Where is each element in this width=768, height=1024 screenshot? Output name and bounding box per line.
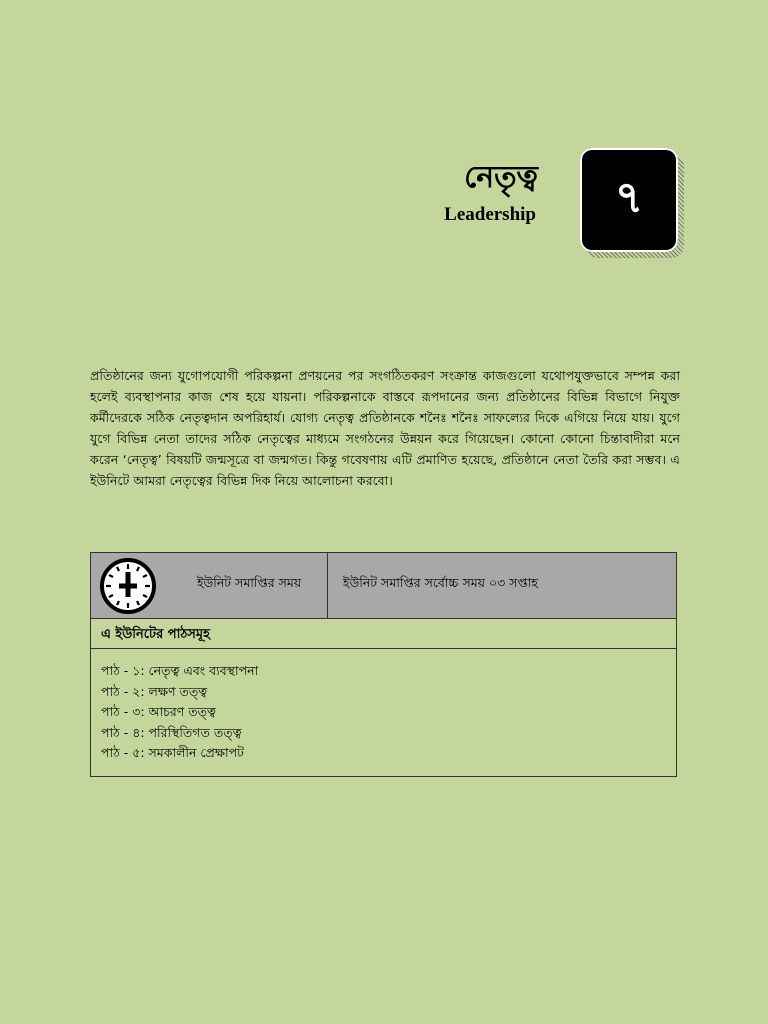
intro-paragraph: প্রতিষ্ঠানের জন্য যুগোপযোগী পরিকল্পনা প্রণয়নের পর সংগঠিতকরণ সংক্রান্ত কাজগুলো যথোপযুক্তভাবে সম্পন্ন করা হলেই ব্যবস্থাপনার কাজ শেষ হয়ে যায়না। পরিকল্পনাকে বাস্তবে রূপদানের জন্য প্রতিষ্ঠানের বিভিন্ন বিভাগে নিযুক্ত কর্মীদেরকে সঠিক নেতৃত্বদান অপরিহার্য। যোগ্য নেতৃত্ব প্রতিষ্ঠানকে শনৈঃ শনৈঃ সাফল্যের দিকে এগিয়ে নিয়ে যায়। যুগে যুগে বিভিন্ন নেতা তাদের সঠিক নেতৃত্বের মাধ্যমে সংগঠনের উন্নয়ন করে গিয়েছেন। কোনো কোনো চিন্তাবাদীরা মনে করেন ‘নেতৃত্ব’ বিষয়টি জন্মসূত্রে বা জন্মগত। কিন্তু গবেষণায় এটি প্রমাণিত হয়েছে, প্রতিষ্ঠানে নেতা তৈরি করা সম্ভব। এ ইউনিটে আমরা নেতৃত্বের বিভিন্ন দিক নিয়ে আলোচনা করবো। bbox=[90, 367, 680, 488]
lesson-item: পাঠ - ২: লক্ষণ তত্ত্ব bbox=[101, 683, 208, 699]
duration-value: ইউনিট সমাপ্তির সর্বোচ্চ সময় ০৩ সপ্তাহ bbox=[343, 575, 538, 590]
lessons-heading-row bbox=[91, 619, 676, 649]
chapter-number: ৭ bbox=[580, 148, 678, 252]
lesson-item: পাঠ - ১: নেতৃত্ব এবং ব্যবস্থাপনা bbox=[101, 663, 259, 678]
chapter-number-badge bbox=[580, 148, 686, 260]
duration-label: ইউনিট সমাপ্তির সময় bbox=[197, 575, 302, 590]
unit-duration-row bbox=[91, 553, 676, 619]
lesson-item: পাঠ - ৩: আচরণ তত্ত্ব bbox=[101, 704, 216, 719]
chapter-title-en: Leadership bbox=[444, 204, 536, 225]
chapter-title-bn: নেতৃত্ব bbox=[464, 160, 538, 195]
column-divider bbox=[327, 553, 328, 618]
unit-info-box bbox=[90, 552, 677, 777]
lesson-list bbox=[101, 661, 258, 764]
lesson-item: পাঠ - ৪: পরিস্থিতিগত তত্ত্ব bbox=[101, 724, 242, 740]
lesson-item: পাঠ - ৫: সমকালীন প্রেক্ষাপট bbox=[101, 745, 244, 760]
clock-icon bbox=[99, 557, 157, 615]
lessons-heading: এ ইউনিটের পাঠসমূহ bbox=[101, 627, 210, 642]
